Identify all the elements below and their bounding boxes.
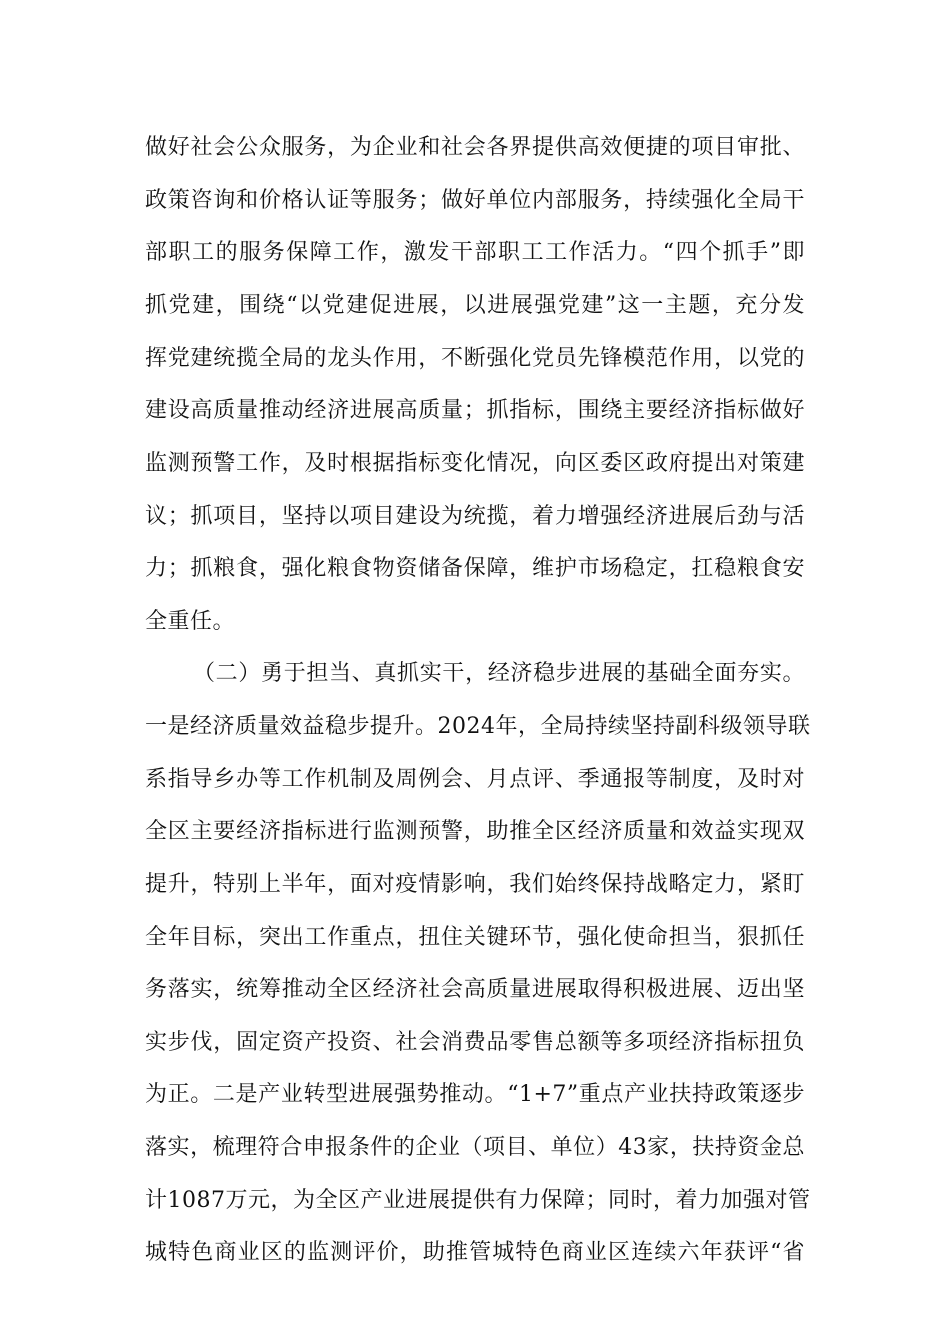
body-text-line: 全重任。 <box>145 609 236 634</box>
body-text-line: 系指导乡办等工作机制及周例会、月点评、季通报等制度，及时对 <box>145 767 805 792</box>
body-text-line: 建设高质量推动经济进展高质量；抓指标，围绕主要经济指标做好 <box>145 398 805 423</box>
body-text-line: 提升，特别上半年，面对疫情影响，我们始终保持战略定力，紧盯 <box>145 872 805 897</box>
body-text-line: 做好社会公众服务，为企业和社会各界提供高效便捷的项目审批、 <box>145 135 805 160</box>
body-text-line: 实步伐，固定资产投资、社会消费品零售总额等多项经济指标扭负 <box>145 1030 805 1055</box>
body-text-line: 全区主要经济指标进行监测预警，助推全区经济质量和效益实现双 <box>145 819 805 844</box>
body-text-line: 计1087万元，为全区产业进展提供有力保障；同时，着力加强对管 <box>145 1188 811 1213</box>
body-text-line: 抓党建，围绕“以党建促进展，以进展强党建”这一主题，充分发 <box>145 293 805 318</box>
body-text-line: 部职工的服务保障工作，激发干部职工工作活力。“四个抓手”即 <box>145 240 805 265</box>
section-heading-line: （二）勇于担当、真抓实干，经济稳步进展的基础全面夯实。 <box>193 661 805 686</box>
body-text-line: 务落实，统筹推动全区经济社会高质量进展取得积极进展、迈出坚 <box>145 977 805 1002</box>
body-text-line: 监测预警工作，及时根据指标变化情况，向区委区政府提出对策建 <box>145 451 805 476</box>
body-text-line: 挥党建统揽全局的龙头作用，不断强化党员先锋模范作用，以党的 <box>145 346 805 371</box>
body-text-line: 议；抓项目，坚持以项目建设为统揽，着力增强经济进展后劲与活 <box>145 504 805 529</box>
body-text-line: 落实，梳理符合申报条件的企业（项目、单位）43家，扶持资金总 <box>145 1135 805 1160</box>
body-text-line: 城特色商业区的监测评价，助推管城特色商业区连续六年获评“省 <box>145 1240 805 1265</box>
body-text-line: 一是经济质量效益稳步提升。2024年，全局持续坚持副科级领导联 <box>145 714 811 739</box>
body-text-line: 全年目标，突出工作重点，扭住关键环节，强化使命担当，狠抓任 <box>145 925 805 950</box>
body-text-line: 为正。二是产业转型进展强势推动。“1+7”重点产业扶持政策逐步 <box>145 1082 805 1107</box>
body-text-line: 政策咨询和价格认证等服务；做好单位内部服务，持续强化全局干 <box>145 188 805 213</box>
body-text-line: 力；抓粮食，强化粮食物资储备保障，维护市场稳定，扛稳粮食安 <box>145 556 805 581</box>
